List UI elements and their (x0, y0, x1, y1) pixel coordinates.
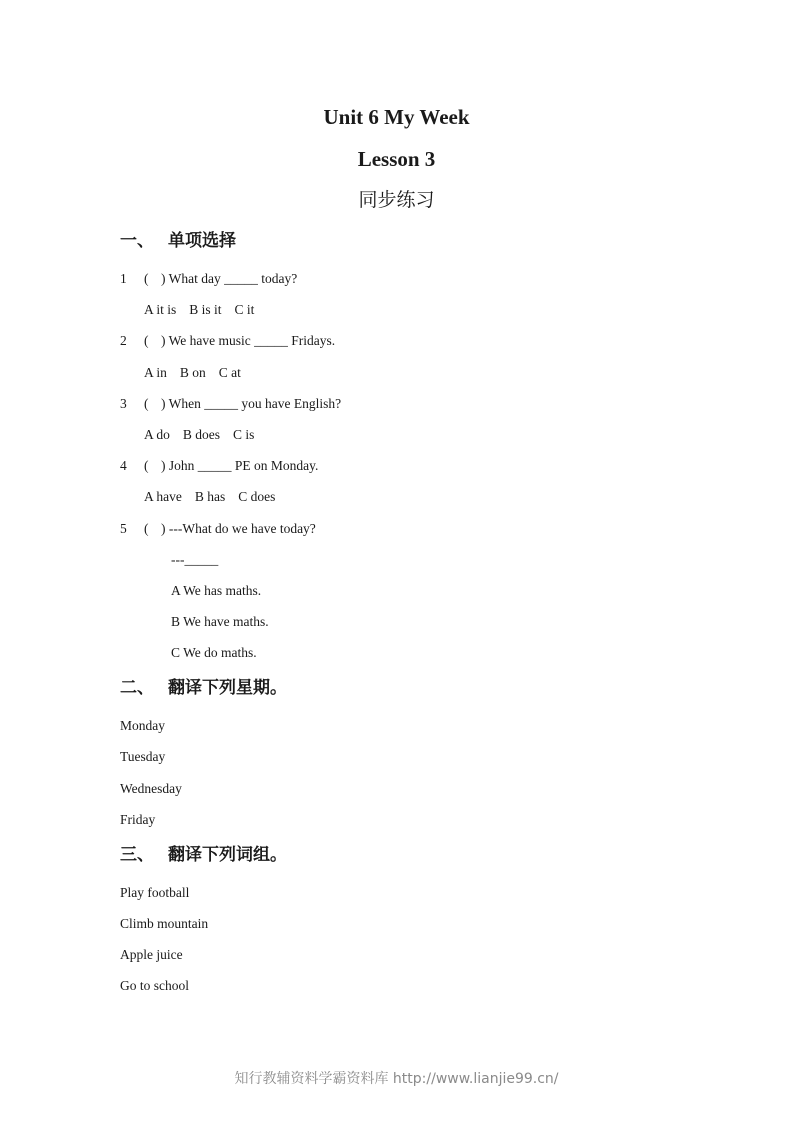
section-2-heading (120, 676, 287, 700)
question-1: 1 ( ) What day _____ today? (120, 271, 298, 286)
weekday-item: Friday (120, 812, 156, 827)
exercise-heading: 同步练习 (358, 189, 435, 211)
section-1-heading (120, 229, 236, 253)
question-1-options (144, 301, 267, 319)
question-3: 3 ( ) When _____ you have English? (120, 396, 342, 411)
option: C does (238, 489, 276, 504)
option: A We has maths. (171, 583, 262, 598)
option: C is (233, 427, 255, 442)
option: B is it (189, 302, 222, 317)
question-5-answer-line: ---_____ (171, 552, 219, 567)
section-number: 一、 (120, 231, 154, 251)
option: B has (194, 489, 226, 504)
question-2-options (144, 364, 254, 382)
phrase-item: Go to school (120, 978, 189, 993)
option: A do (144, 427, 170, 442)
option: C We do maths. (171, 645, 257, 660)
question-text: ) We have music _____ Fridays. (161, 333, 336, 348)
section-3-heading (120, 843, 287, 867)
option: A it is (144, 302, 177, 317)
option: B on (179, 365, 206, 380)
lesson-subtitle: Lesson 3 (357, 147, 436, 171)
option: C at (218, 365, 241, 380)
section-label: 单项选择 (168, 231, 236, 251)
question-text: ) ---What do we have today? (161, 521, 316, 536)
section-number: 三、 (120, 845, 154, 865)
question-5: 5 ( ) ---What do we have today? (120, 521, 316, 536)
phrase-item: Play football (120, 885, 190, 900)
question-2: 2 ( ) We have music _____ Fridays. (120, 333, 336, 348)
weekday-item: Monday (120, 718, 165, 733)
section-label: 翻译下列星期。 (168, 678, 287, 698)
option: A in (144, 365, 167, 380)
footer-watermark: 知行教辅资料学霸资料库 http://www.lianjie99.cn/ (234, 1071, 559, 1087)
phrase-item: Climb mountain (120, 916, 209, 931)
question-4: 4 ( ) John _____ PE on Monday. (120, 458, 319, 473)
question-3-options (144, 426, 267, 444)
option: B does (182, 427, 221, 442)
phrase-item: Apple juice (120, 947, 183, 962)
question-4-options (144, 488, 288, 506)
weekday-item: Wednesday (120, 781, 182, 796)
option: A have (144, 489, 182, 504)
question-text: ) John _____ PE on Monday. (161, 458, 319, 473)
option: B We have maths. (171, 614, 269, 629)
section-label: 翻译下列词组。 (168, 845, 287, 865)
weekday-item: Tuesday (120, 749, 166, 764)
section-number: 二、 (120, 678, 154, 698)
option: C it (234, 302, 255, 317)
question-text: ) What day _____ today? (161, 271, 298, 286)
question-text: ) When _____ you have English? (161, 396, 342, 411)
page-title: Unit 6 My Week (323, 105, 470, 129)
